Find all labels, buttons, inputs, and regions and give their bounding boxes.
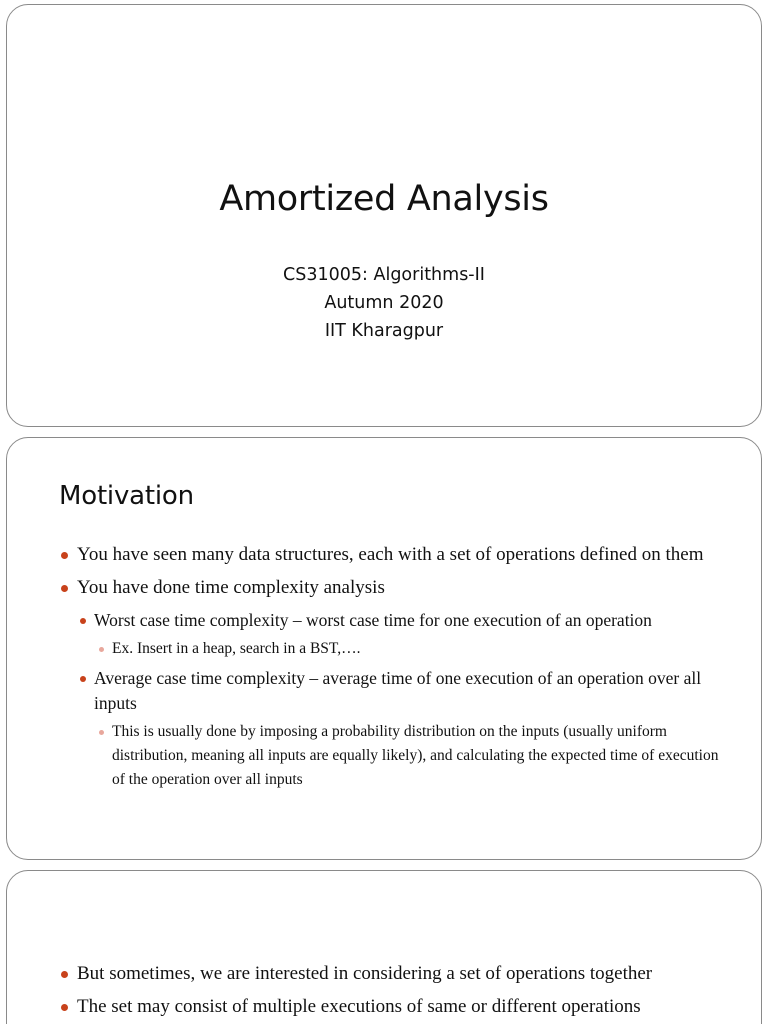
bullet-dot-icon: [61, 1004, 68, 1011]
slide-2: [6, 437, 762, 860]
bullet-item: [7, 994, 761, 1020]
sub-bullet-item: [7, 608, 761, 633]
bullet-text: Worst case time complexity – worst case time for one execution of an operation: [94, 610, 652, 630]
bullet-dot-icon: [99, 730, 104, 735]
bullet-dot-icon: [80, 676, 86, 682]
bullet-text: This is usually done by imposing a probability distribution on the inputs (usually uniform distribution, meaning all inputs are equally likely), and calculating the expected time of execution of the operation over all inputs: [112, 723, 719, 788]
bullet-dot-icon: [61, 585, 68, 592]
bullet-item: [7, 961, 761, 987]
bullet-item: [7, 575, 761, 601]
slide-3: [6, 870, 762, 1024]
sub-bullet-item: [7, 666, 761, 716]
bullet-dot-icon: [61, 971, 68, 978]
slide-subtitle: [7, 261, 761, 345]
bullet-text: You have seen many data structures, each with a set of operations defined on them: [77, 544, 704, 565]
bullet-text: The set may consist of multiple executions of same or different operations: [77, 996, 641, 1017]
bullet-list: [7, 961, 761, 1024]
slide-title: Amortized Analysis: [219, 179, 549, 219]
bullet-dot-icon: [61, 552, 68, 559]
sub-sub-bullet-item: [7, 720, 761, 792]
bullet-text: Average case time complexity – average time of one execution of an operation over all inputs: [94, 668, 702, 713]
slide-heading: Motivation: [59, 481, 194, 511]
bullet-dot-icon: [99, 647, 104, 652]
bullet-dot-icon: [80, 618, 86, 624]
bullet-text: But sometimes, we are interested in considering a set of operations together: [77, 963, 653, 984]
sub-sub-bullet-item: [7, 637, 761, 661]
bullet-list: [7, 542, 761, 797]
course-code-line: CS31005: Algorithms-II: [283, 265, 485, 285]
semester-line: Autumn 2020: [324, 293, 444, 313]
bullet-item: [7, 542, 761, 568]
bullet-text: You have done time complexity analysis: [77, 577, 385, 598]
bullet-text: Ex. Insert in a heap, search in a BST,….: [112, 640, 361, 657]
slide-1: [6, 4, 762, 427]
institute-line: IIT Kharagpur: [324, 321, 444, 341]
